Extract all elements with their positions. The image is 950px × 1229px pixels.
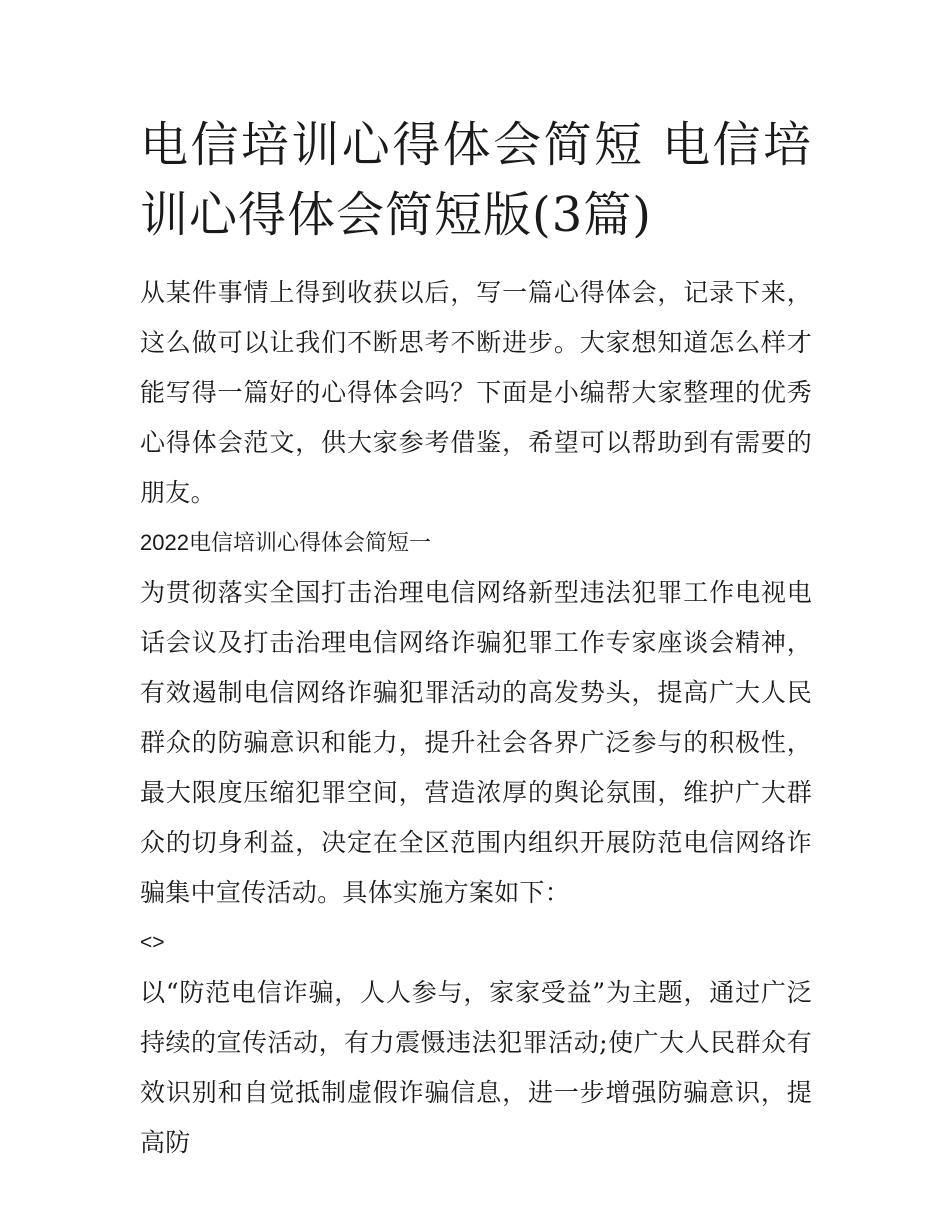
document-page <box>140 110 812 1168</box>
document-body <box>140 268 812 1168</box>
document-title: 电信培训心得体会简短 电信培训心得体会简短版(3篇) <box>140 117 812 243</box>
placeholder-marker: <> <box>140 931 165 954</box>
section-heading: 2022电信培训心得体会简短一 <box>140 530 431 555</box>
section-paragraph-2: 以“防范电信诈骗，人人参与，家家受益”为主题，通过广泛持续的宣传活动，有力震慑违法犯罪活动;使广大人民群众有效识别和自觉抵制虚假诈骗信息，进一步增强防骗意识，提高防 <box>140 978 812 1157</box>
section-paragraph-1: 为贯彻落实全国打击治理电信网络新型违法犯罪工作电视电话会议及打击治理电信网络诈骗犯罪工作专家座谈会精神，有效遏制电信网络诈骗犯罪活动的高发势头，提高广大人民群众的防骗意识和能力，提升社会各界广泛参与的积极性，最大限度压缩犯罪空间，营造浓厚的舆论氛围，维护广大群众的切身利益，决定在全区范围内组织开展防范电信网络诈骗集中宣传活动。具体实施方案如下： <box>140 578 812 907</box>
intro-paragraph: 从某件事情上得到收获以后，写一篇心得体会，记录下来，这么做可以让我们不断思考不断进步。大家想知道怎么样才能写得一篇好的心得体会吗？下面是小编帮大家整理的优秀心得体会范文，供大家参考借鉴，希望可以帮助到有需要的朋友。 <box>140 278 812 507</box>
